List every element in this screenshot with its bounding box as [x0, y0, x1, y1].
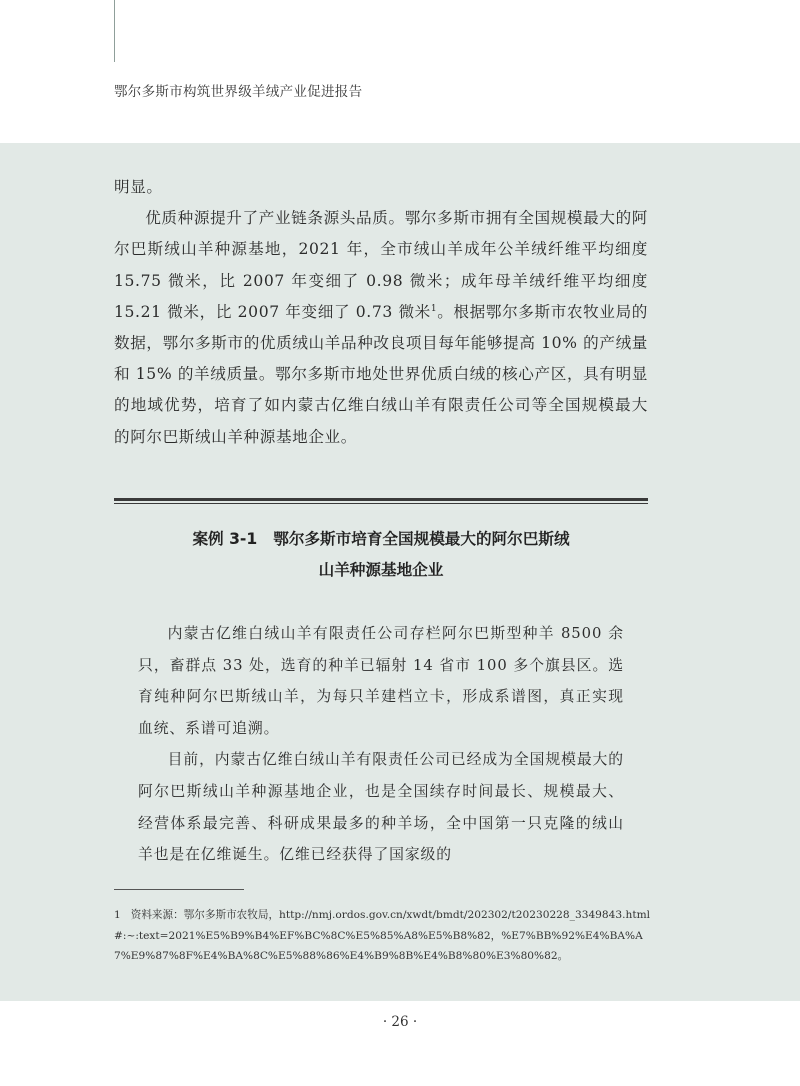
- case-title: [114, 524, 648, 586]
- footnote: [114, 905, 654, 967]
- case-body: [138, 618, 624, 871]
- case-title-line-1: [114, 524, 648, 555]
- body-paragraph-2-part-1: 优质种源提升了产业链条源头品质。鄂尔多斯市拥有全国规模最大的阿尔巴斯绒山羊种源基地，2021 年，全市绒山羊成年公羊绒纤维平均细度 15.75 微米，比 2007 年变细了 0.98 微米；成年母羊绒纤维平均细度 15.21 微米，比 2007 年变细了 0.73 微米: [114, 209, 648, 321]
- body-paragraph-2: [114, 203, 648, 453]
- body-paragraph-2-part-2: 。根据鄂尔多斯市农牧业局的数据，鄂尔多斯市的优质绒山羊品种改良项目每年能够提高 10% 的产绒量和 15% 的羊绒质量。鄂尔多斯市地处世界优质白绒的核心产区，具有明显的地域优势，培育了如内蒙古亿维白绒山羊有限责任公司等全国规模最大的阿尔巴斯绒山羊种源基地企业。: [114, 302, 648, 446]
- case-paragraph-2: 目前，内蒙古亿维白绒山羊有限责任公司已经成为全国规模最大的阿尔巴斯绒山羊种源基地企业，也是全国续存时间最长、规模最大、经营体系最完善、科研成果最多的种羊场，全中国第一只克隆的绒山羊也是在亿维诞生。亿维已经获得了国家级的: [138, 751, 624, 864]
- footnote-marker[interactable]: 1: [430, 303, 438, 314]
- body-paragraph-1: 明显。: [114, 178, 163, 196]
- case-box-top-rule-thick: [114, 498, 648, 501]
- footnote-number: 1: [114, 909, 121, 921]
- running-header: 鄂尔多斯市构筑世界级羊绒产业促进报告: [114, 84, 363, 100]
- case-title-line-2: 山羊种源基地企业: [318, 561, 444, 579]
- case-paragraph-1: 内蒙古亿维白绒山羊有限责任公司存栏阿尔巴斯型种羊 8500 余只，畜群点 33 处，选育的种羊已辐射 14 省市 100 多个旗县区。选育纯种阿尔巴斯绒山羊，为每只羊建档立卡，形成系谱图，真正实现血统、系谱可追溯。: [138, 625, 624, 737]
- case-title-text-1: 鄂尔多斯市培育全国规模最大的阿尔巴斯绒: [273, 530, 570, 548]
- footnote-text: 资料来源：鄂尔多斯市农牧局，http://nmj.ordos.gov.cn/xwdt/bmdt/202302/t20230228_3349843.html#:~:text=2021%E5%B9%B4%EF%BC%8C%E5%85%A8%E5%B8%82，%E7%BB%92%E4%BA%A7%E9%87%8F%E4%BA%8C%E5%88%86%E4%B9%8B%E4%B8%80%E3%80%82。: [114, 909, 651, 962]
- header-vertical-rule: [114, 0, 115, 62]
- case-box-top-rule-thin: [114, 503, 648, 504]
- case-number: 案例 3-1: [192, 530, 258, 548]
- body-text: [114, 172, 648, 453]
- footnote-separator: [114, 889, 244, 890]
- page-number: · 26 ·: [382, 1014, 418, 1030]
